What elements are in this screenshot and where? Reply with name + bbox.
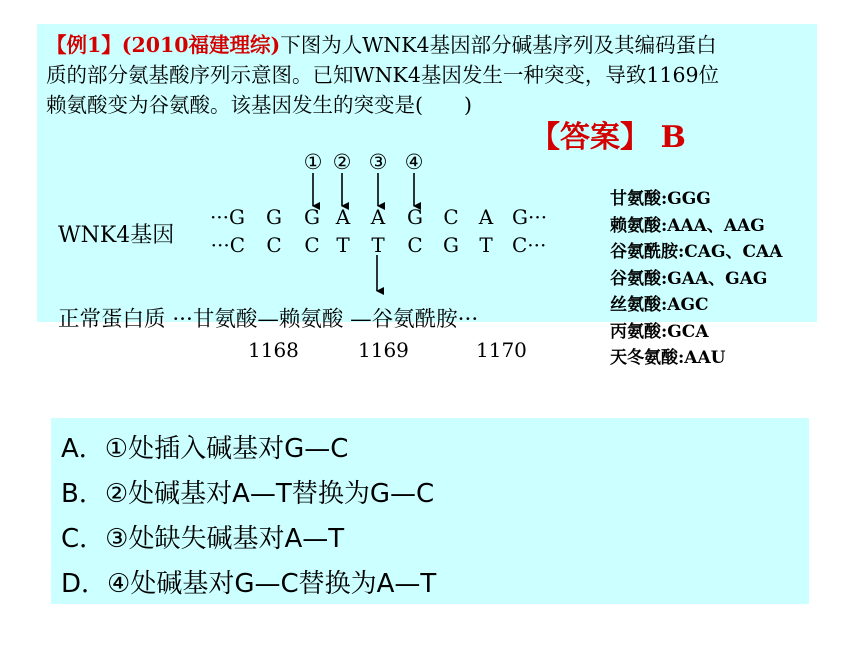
marker-2: ② [332, 150, 352, 174]
option-c[interactable]: C．③处缺失碱基对A—T [61, 524, 345, 554]
base: A [370, 205, 386, 229]
base: A [335, 205, 351, 229]
codon-entry: 甘氨酸:GGG [610, 189, 711, 209]
option-d[interactable]: D．④处碱基对G—C替换为A—T [61, 569, 437, 599]
option-a[interactable]: A．①处插入碱基对G—C [61, 434, 349, 464]
question-line-2: 质的部分氨基酸序列示意图。已知WNK4基因发生一种突变，导致1169位 [46, 63, 720, 87]
codon-entry: 谷氨酸:GAA、GAG [610, 268, 768, 289]
codon-entry: 谷氨酰胺:CAG、CAA [610, 242, 783, 262]
base: C [304, 233, 320, 257]
base: G [443, 233, 459, 257]
codon-table [610, 186, 782, 372]
marker-1: ① [303, 150, 323, 174]
base: ···C [210, 233, 245, 257]
base: ···G [209, 205, 245, 229]
example-tag: 【例1】 [46, 33, 122, 57]
base: T [479, 233, 493, 257]
position-1170: 1170 [476, 338, 527, 362]
marker-3: ③ [368, 150, 388, 174]
base: G [407, 205, 423, 229]
base: G··· [512, 205, 548, 229]
base: C [443, 205, 459, 229]
position-1168: 1168 [248, 338, 299, 362]
question-line-3: 赖氨酸变为谷氨酸。该基因发生的突变是( ) [46, 93, 472, 117]
base: C [407, 233, 423, 257]
base: A [478, 205, 494, 229]
base: T [371, 233, 385, 257]
question-line-1-text: 下图为人WNK4基因部分碱基序列及其编码蛋白 [280, 33, 717, 57]
options-panel [51, 418, 809, 604]
codon-entry: 丙氨酸:GCA [610, 321, 709, 342]
codon-entry: 赖氨酸:AAA、AAG [610, 215, 765, 236]
base: G [266, 205, 282, 229]
base: C··· [512, 233, 547, 257]
base: C [266, 233, 282, 257]
base: G [304, 205, 320, 229]
answer-label: 【答案】 B [530, 120, 686, 155]
base: T [336, 233, 350, 257]
marker-4: ④ [404, 150, 424, 174]
codon-entry: 天冬氨酸:AAU [610, 348, 726, 368]
option-b[interactable]: B．②处碱基对A—T替换为G—C [61, 479, 435, 509]
gene-label: WNK4基因 [58, 223, 175, 248]
question-source: (2010福建理综) [121, 33, 281, 57]
position-1169: 1169 [358, 338, 409, 362]
codon-entry: 丝氨酸:AGC [610, 295, 709, 315]
protein-sequence: 正常蛋白质 ···甘氨酸—赖氨酸 —谷氨酰胺··· [58, 307, 479, 332]
